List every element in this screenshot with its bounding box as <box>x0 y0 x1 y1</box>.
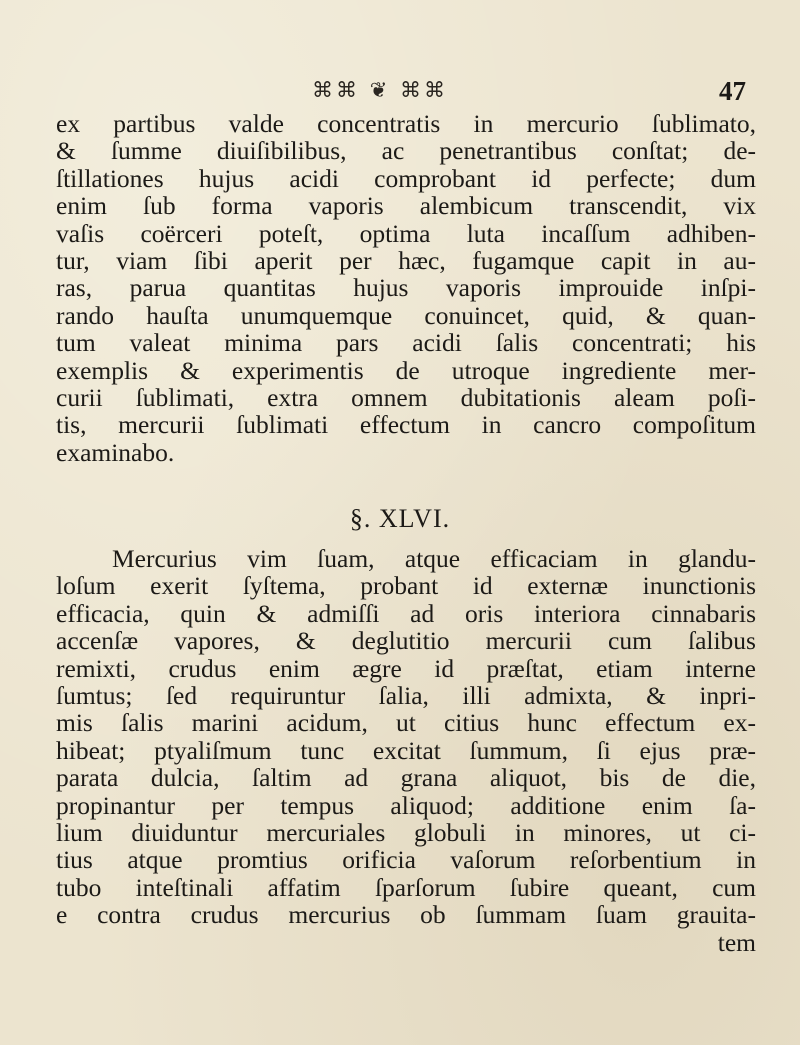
text-line: propinantur per tempus aliquod; additione enim ſa- <box>56 790 756 820</box>
text-line: rando hauſta unumquemque conuincet, quid, & quan- <box>56 300 756 330</box>
text-line: parata dulcia, ſaltim ad grana aliquot, bis de die, <box>56 763 756 793</box>
text-line: e contra crudus mercurius ob ſummam ſuam grauita- <box>56 900 756 930</box>
text-line: ſtillationes hujus acidi comprobant id perfecte; dum <box>56 163 756 193</box>
text-line: tur, viam ſibi aperit per hæc, fugamque capit in au- <box>56 246 756 276</box>
text-line: Mercurius vim ſuam, atque efficaciam in glandu- <box>112 544 756 573</box>
text-line: enim ſub forma vaporis alembicum transcendit, vix <box>56 191 756 221</box>
text-line: tis, mercurii ſublimati effectum in cancro compoſitum <box>56 410 756 440</box>
text-line: remixti, crudus enim ægre id præſtat, etiam interne <box>56 653 756 683</box>
text-line: ras, parua quantitas hujus vaporis improuide inſpi- <box>56 273 756 303</box>
text-line: lium diuiduntur mercuriales globuli in minores, ut ci- <box>56 818 756 848</box>
text-line: mis ſalis marini acidum, ut citius hunc effectum ex- <box>56 708 756 738</box>
text-line: ex partibus valde concentratis in mercurio ſublimato, <box>56 109 756 138</box>
text-line: efficacia, quin & admiſſi ad oris interiora cinnabaris <box>56 598 756 628</box>
text-line: vaſis coërceri poteſt, optima luta incaſſum adhiben- <box>56 218 756 248</box>
text-line: hibeat; ptyaliſmum tunc excitat ſummum, ſi ejus præ- <box>56 735 756 765</box>
text-line: tem <box>717 927 756 957</box>
text-line: accenſæ vapores, & deglutitio mercurii cum ſalibus <box>56 626 756 656</box>
text-line: tius atque promtius orificia vaſorum reſorbentium in <box>56 845 756 875</box>
text-line: tubo inteſtinali affatim ſparſorum ſubire queant, cum <box>56 872 756 902</box>
header-ornament: ⌘⌘ ❦ ⌘⌘ <box>312 78 448 102</box>
paragraph-1 <box>56 110 756 466</box>
text-line: exemplis & experimentis de utroque ingrediente mer- <box>56 355 756 385</box>
text-line: ſumtus; ſed requiruntur ſalia, illi admixta, & inpri- <box>56 681 756 711</box>
page-number: 47 <box>719 76 746 106</box>
page-header <box>0 78 800 108</box>
text-line: tum valeat minima pars acidi ſalis concentrati; his <box>56 328 756 358</box>
paragraph-2 <box>56 545 756 956</box>
text-line: examinabo. <box>56 437 175 467</box>
section-heading: §. XLVI. <box>349 504 451 533</box>
text-line: & ſumme diuiſibilibus, ac penetrantibus conſtat; de- <box>56 136 756 166</box>
text-line: curii ſublimati, extra omnem dubitationis aleam poſi- <box>56 383 756 413</box>
text-line: loſum exerit ſyſtema, probant id externæ inunctionis <box>56 571 756 601</box>
